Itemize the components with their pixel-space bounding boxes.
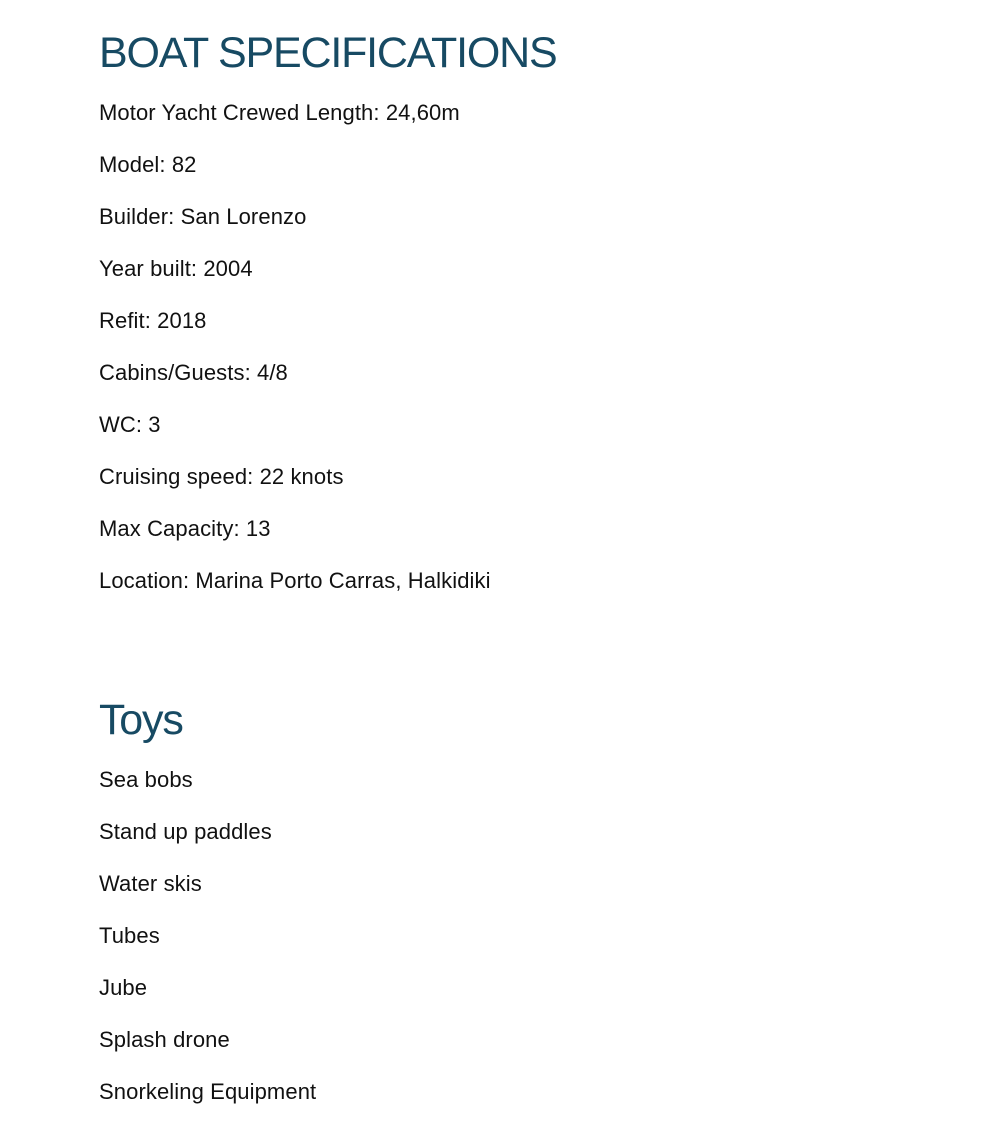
boat-specifications-list <box>99 99 491 619</box>
toy-tubes: Tubes <box>99 923 160 948</box>
spec-model: Model: 82 <box>99 152 197 177</box>
spec-builder: Builder: San Lorenzo <box>99 204 307 229</box>
toys-title: Toys <box>99 696 183 744</box>
spec-max-capacity: Max Capacity: 13 <box>99 516 271 541</box>
spec-year-built: Year built: 2004 <box>99 256 253 281</box>
toy-splash-drone: Splash drone <box>99 1027 230 1052</box>
toys-list <box>99 766 316 1130</box>
toy-water-skis: Water skis <box>99 871 202 896</box>
spec-location: Location: Marina Porto Carras, Halkidiki <box>99 568 491 593</box>
boat-specifications-title: BOAT SPECIFICATIONS <box>99 29 557 77</box>
spec-length: Motor Yacht Crewed Length: 24,60m <box>99 100 460 125</box>
spec-refit: Refit: 2018 <box>99 308 207 333</box>
spec-cruising-speed: Cruising speed: 22 knots <box>99 464 344 489</box>
spec-cabins-guests: Cabins/Guests: 4/8 <box>99 360 288 385</box>
toy-snorkeling-equipment: Snorkeling Equipment <box>99 1079 317 1104</box>
toy-stand-up-paddles: Stand up paddles <box>99 819 272 844</box>
toy-jube: Jube <box>99 975 148 1000</box>
spec-wc: WC: 3 <box>99 412 161 437</box>
toy-sea-bobs: Sea bobs <box>99 767 193 792</box>
